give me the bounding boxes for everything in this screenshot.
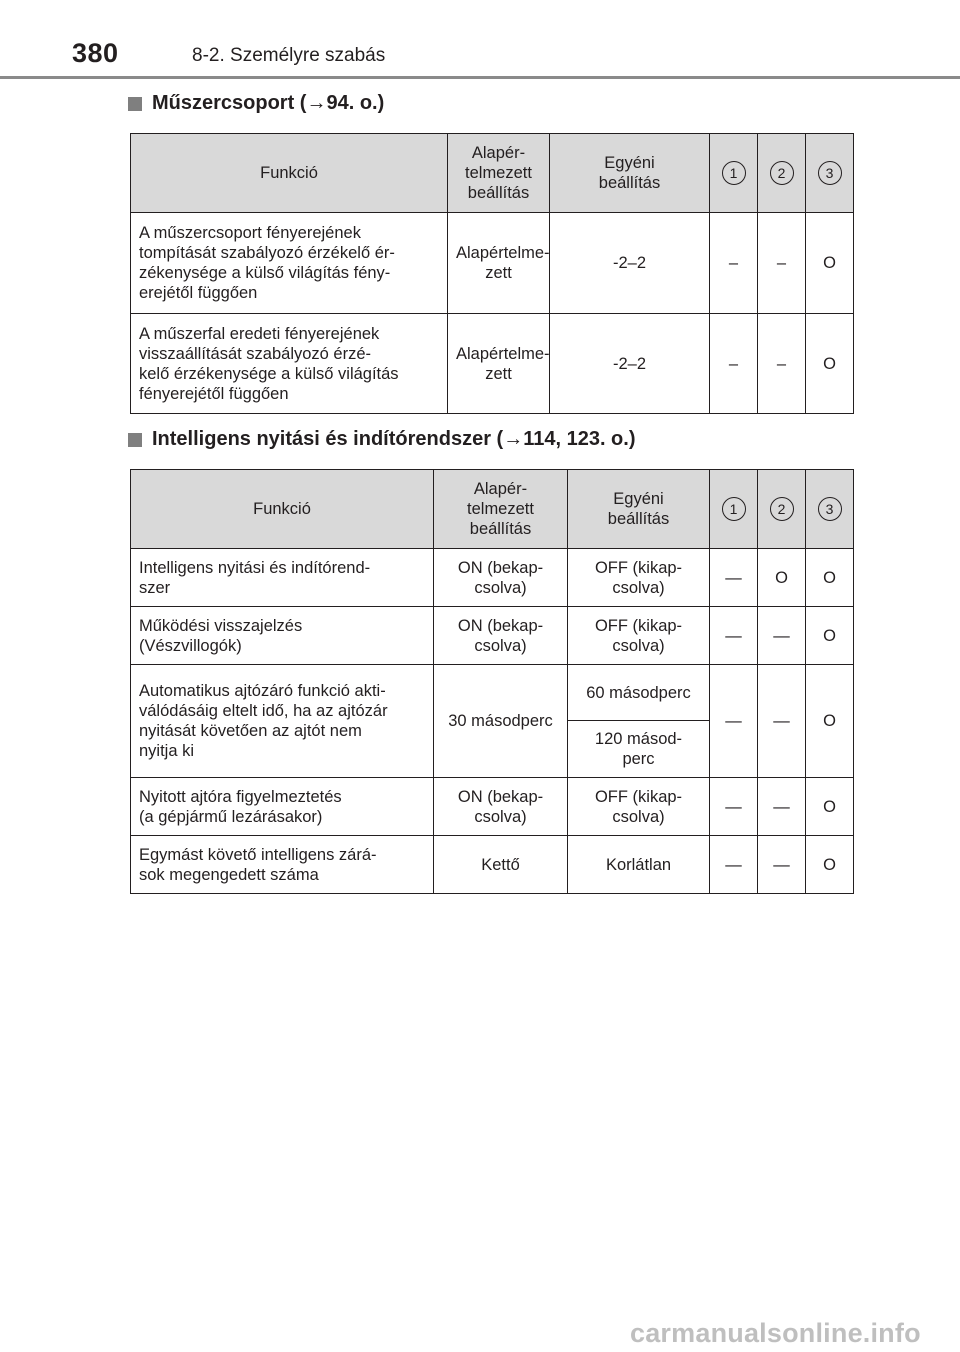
- page-number: 380: [72, 38, 119, 68]
- method-1-cell: —: [710, 778, 758, 836]
- method-1-cell: –: [710, 314, 758, 414]
- column-header-custom: Egyéni beállítás: [550, 134, 710, 213]
- circled-number-3-icon: 3: [818, 497, 842, 521]
- column-header-method-1: [710, 470, 758, 549]
- method-3-cell: O: [806, 314, 854, 414]
- default-cell: 30 másodperc: [434, 665, 568, 778]
- column-header-function: Funkció: [131, 134, 448, 213]
- section-heading-smart-entry: [128, 428, 636, 451]
- circled-number-2-icon: 2: [770, 497, 794, 521]
- method-3-cell: O: [806, 607, 854, 665]
- instrument-cluster-table: [130, 133, 854, 414]
- method-2-cell: —: [758, 778, 806, 836]
- table-row: [131, 314, 854, 414]
- column-header-custom: Egyéni beállítás: [568, 470, 710, 549]
- default-cell: Alapértelme- zett: [448, 314, 550, 414]
- default-cell: ON (bekap- csolva): [434, 778, 568, 836]
- table-row: [131, 213, 854, 314]
- method-3-cell: O: [806, 213, 854, 314]
- method-1-cell: —: [710, 607, 758, 665]
- function-cell: Egymást követő intelligens zárá- sok megengedett száma: [131, 836, 434, 894]
- square-bullet-icon: [128, 97, 142, 111]
- table-row: [131, 549, 854, 607]
- watermark: carmanualsonline.info: [630, 1318, 921, 1348]
- method-2-cell: —: [758, 836, 806, 894]
- custom-cell: OFF (kikap- csolva): [568, 778, 710, 836]
- method-3-cell: O: [806, 549, 854, 607]
- table-row: [131, 607, 854, 665]
- custom-cell: OFF (kikap- csolva): [568, 607, 710, 665]
- method-3-cell: O: [806, 665, 854, 778]
- method-2-cell: –: [758, 314, 806, 414]
- function-cell: A műszerfal eredeti fényerejének visszaállítását szabályozó érzé- kelő érzékenysége a külső világítás fényerejétől függően: [131, 314, 448, 414]
- circled-number-1-icon: 1: [722, 161, 746, 185]
- circled-number-2-icon: 2: [770, 161, 794, 185]
- custom-cell: OFF (kikap- csolva): [568, 549, 710, 607]
- column-header-method-2: [758, 134, 806, 213]
- custom-cell: -2–2: [550, 213, 710, 314]
- function-cell: A műszercsoport fényerejének tompítását szabályozó érzékelő ér- zékenysége a külső világítás fény- erejétől függően: [131, 213, 448, 314]
- method-1-cell: –: [710, 213, 758, 314]
- method-3-cell: O: [806, 836, 854, 894]
- custom-cell: Korlátlan: [568, 836, 710, 894]
- method-1-cell: —: [710, 836, 758, 894]
- custom-cell-option-2: 120 másod- perc: [568, 721, 710, 778]
- column-header-method-3: [806, 134, 854, 213]
- method-3-cell: O: [806, 778, 854, 836]
- table-row: [131, 665, 854, 721]
- default-cell: ON (bekap- csolva): [434, 549, 568, 607]
- method-2-cell: —: [758, 607, 806, 665]
- function-cell: Automatikus ajtózáró funkció akti- válódásáig eltelt idő, ha az ajtózár nyitását követően az ajtót nem nyitja ki: [131, 665, 434, 778]
- custom-cell-option-1: 60 másodperc: [568, 665, 710, 721]
- smart-entry-table: [130, 469, 854, 894]
- method-1-cell: —: [710, 665, 758, 778]
- method-2-cell: –: [758, 213, 806, 314]
- function-cell: Működési visszajelzés (Vészvillogók): [131, 607, 434, 665]
- section-heading-instrument-cluster: [128, 92, 384, 115]
- column-header-default: Alapér- telmezett beállítás: [434, 470, 568, 549]
- method-2-cell: —: [758, 665, 806, 778]
- section-title: Intelligens nyitási és indítórendszer (→114, 123. o.): [152, 428, 636, 450]
- column-header-method-2: [758, 470, 806, 549]
- column-header-function: Funkció: [131, 470, 434, 549]
- table-header-row: [131, 134, 854, 213]
- method-2-cell: O: [758, 549, 806, 607]
- table-row: [131, 836, 854, 894]
- column-header-default: Alapér- telmezett beállítás: [448, 134, 550, 213]
- page-header: [0, 0, 960, 80]
- column-header-method-3: [806, 470, 854, 549]
- default-cell: ON (bekap- csolva): [434, 607, 568, 665]
- circled-number-3-icon: 3: [818, 161, 842, 185]
- square-bullet-icon: [128, 433, 142, 447]
- table-row: [131, 778, 854, 836]
- function-cell: Intelligens nyitási és indítórend- szer: [131, 549, 434, 607]
- circled-number-1-icon: 1: [722, 497, 746, 521]
- method-1-cell: —: [710, 549, 758, 607]
- section-title: Műszercsoport (→94. o.): [152, 92, 385, 114]
- header-divider: [0, 76, 960, 79]
- chapter-title: 8-2. Személyre szabás: [192, 45, 386, 66]
- default-cell: Kettő: [434, 836, 568, 894]
- column-header-method-1: [710, 134, 758, 213]
- function-cell: Nyitott ajtóra figyelmeztetés (a gépjármű lezárásakor): [131, 778, 434, 836]
- custom-cell: -2–2: [550, 314, 710, 414]
- default-cell: Alapértelme- zett: [448, 213, 550, 314]
- table-header-row: [131, 470, 854, 549]
